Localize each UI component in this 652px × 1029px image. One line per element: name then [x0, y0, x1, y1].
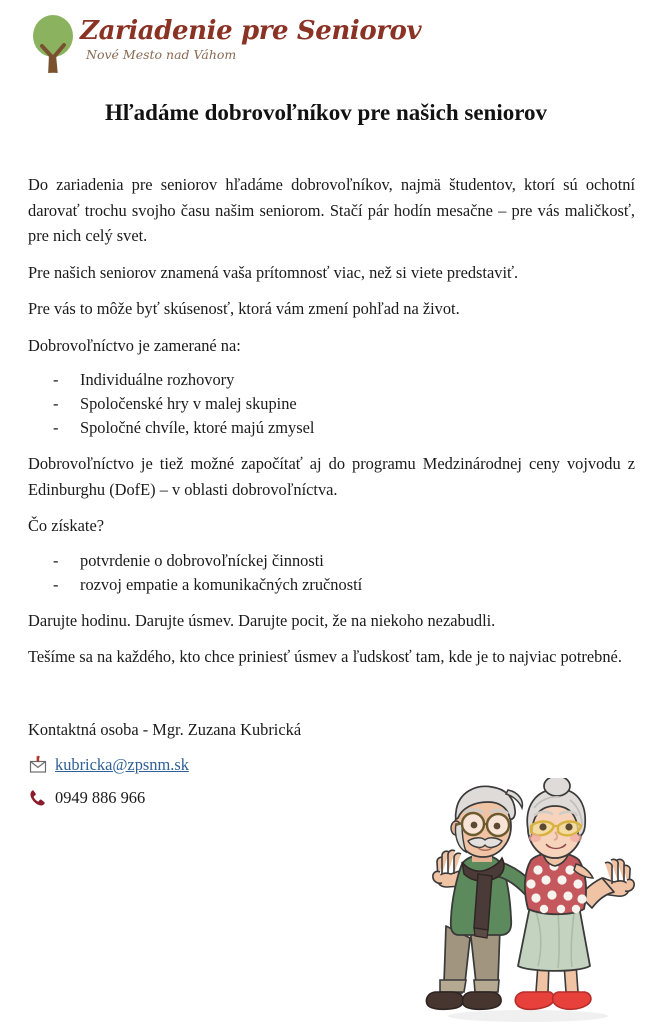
list-item: [28, 416, 635, 440]
list-item-label: rozvoj empatie a komunikačných zručností: [80, 574, 363, 594]
list-marker: -: [53, 550, 59, 570]
list-marker: -: [53, 370, 59, 389]
benefits-list: [28, 549, 635, 597]
list-item: [28, 573, 635, 597]
paragraph-dofe: Dobrovoľníctvo je tiež možné započítať aj do programu Medzinárodnej ceny vojvodu z Edinburghu (DofE) – v oblasti dobrovoľníctva.: [28, 454, 635, 499]
list-marker: -: [53, 394, 59, 413]
elderly-man-figure: [426, 786, 538, 1009]
contact-phone-row[interactable]: [28, 788, 448, 808]
illustration-shadow: [448, 1010, 608, 1022]
page-title: Hľadáme dobrovoľníkov pre našich seniorov: [104, 100, 548, 125]
elderly-couple-waving-illustration: [418, 778, 650, 1026]
phone-icon: [28, 788, 48, 808]
volunteering-focus-list: [28, 368, 635, 440]
contact-email-row[interactable]: [28, 755, 448, 775]
paragraph-closing: Tešíme sa na každého, kto chce priniesť úsmev a ľudskosť tam, kde je to najviac potrebné.: [28, 647, 622, 666]
list-item: [28, 549, 635, 573]
list-marker: -: [53, 574, 59, 594]
contact-phone-number: 0949 886 966: [55, 788, 146, 807]
elderly-woman-figure: [515, 778, 634, 1009]
list-item-label: Individuálne rozhovory: [80, 370, 235, 389]
paragraph-give: Darujte hodinu. Darujte úsmev. Darujte pocit, že na niekoho nezabudli.: [28, 610, 496, 630]
envelope-icon: [28, 755, 48, 775]
contact-section: [28, 718, 448, 821]
paragraph-presence: Pre našich seniorov znamená vaša prítomnosť viac, než si viete predstaviť.: [28, 262, 519, 282]
list-item-label: potvrdenie o dobrovoľníckej činnosti: [80, 550, 324, 570]
paragraph-intro: Do zariadenia pre seniorov hľadáme dobrovoľníkov, najmä študentov, ktorí sú ochotní darovať trochu svojho času našim seniorom. Stačí pár hodín mesačne – pre vás maličkosť, pre nich celý svet.: [28, 175, 635, 245]
list-1-intro: Dobrovoľníctvo je zamerané na:: [28, 335, 241, 355]
list-item-label: Spoločenské hry v malej skupine: [80, 394, 297, 413]
list-item: [28, 392, 635, 416]
document-body: [28, 172, 635, 681]
list-item-label: Spoločné chvíle, ktoré majú zmysel: [80, 418, 315, 437]
list-2-intro: Čo získate?: [28, 516, 105, 535]
organization-logo: [18, 12, 422, 80]
tree-icon: [26, 14, 82, 76]
logo-title: Zariadenie pre Seniorov: [80, 16, 422, 46]
list-marker: -: [53, 418, 59, 437]
logo-subtitle: Nové Mesto nad Váhom: [86, 47, 237, 62]
contact-person: Kontaktná osoba - Mgr. Zuzana Kubrická: [28, 720, 302, 739]
paragraph-experience: Pre vás to môže byť skúsenosť, ktorá vám zmení pohľad na život.: [28, 299, 460, 318]
list-item: [28, 368, 635, 392]
contact-email-link[interactable]: kubricka@zpsnm.sk: [55, 755, 189, 774]
